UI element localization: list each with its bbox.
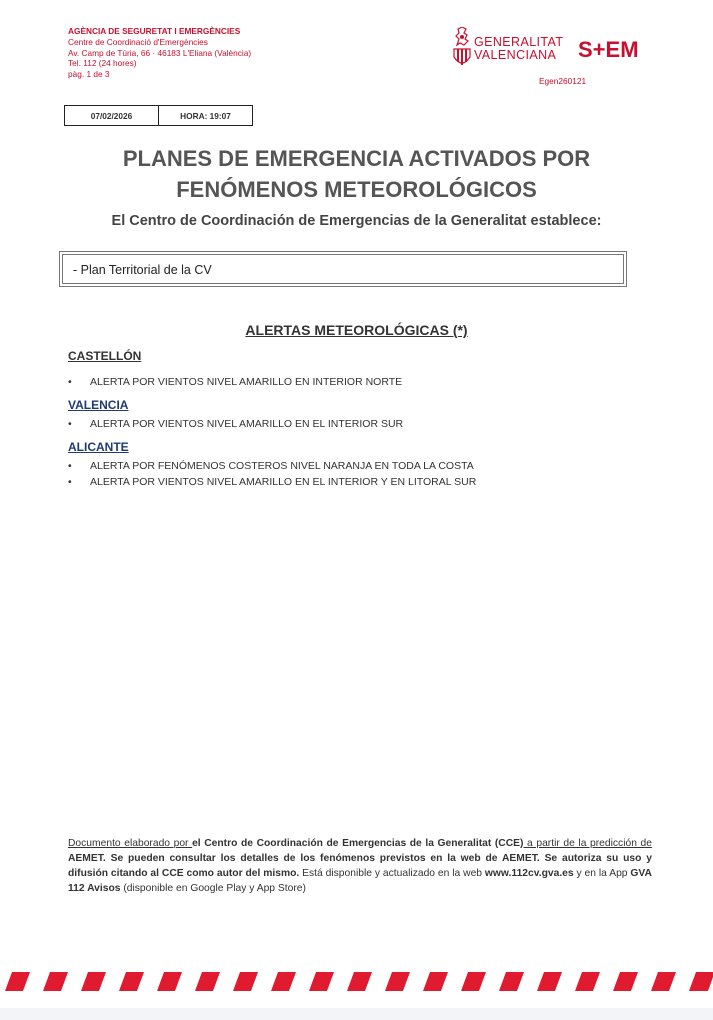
footer-text-bold: el Centro de Coordinación de Emergencias de la Generalitat (CCE) xyxy=(192,838,524,849)
generalitat-lion-icon xyxy=(452,27,472,71)
alert-item xyxy=(68,376,402,388)
bullet-dot: • xyxy=(68,476,72,488)
generalitat-logo-text xyxy=(474,36,563,61)
page-title xyxy=(0,143,713,205)
agency-address: Av. Camp de Túria, 66 · 46183 L'Eliana (València) xyxy=(68,47,252,58)
footer-web-link[interactable]: www.112cv.gva.es xyxy=(484,868,574,879)
footer-text: a partir de la predicción de xyxy=(523,838,652,849)
province-valencia: VALENCIA xyxy=(68,398,129,412)
logo-line1: GENERALITAT xyxy=(474,35,564,49)
date-cell: 07/02/2026 xyxy=(65,106,159,125)
date-time-box xyxy=(64,105,253,126)
alert-item xyxy=(68,476,476,488)
agency-name: AGÈNCIA DE SEGURETAT I EMERGÈNCIES xyxy=(68,26,241,36)
alert-text: ALERTA POR VIENTOS NIVEL AMARILLO EN INTERIOR NORTE xyxy=(90,376,403,388)
page-number: pàg. 1 de 3 xyxy=(68,69,110,80)
footer-note xyxy=(68,836,652,896)
footer-text-bold: AEMET. Se pueden consultar los detalles de los fenómenos previstos en la web de AEMET. Se autoriza su uso y difusión citando al CCE como autor del mismo. xyxy=(68,853,652,879)
footer-text: (disponible en Google Play y App Store) xyxy=(120,883,306,894)
footer-text: y en la App xyxy=(573,868,631,879)
sem-logo: S+EM xyxy=(578,37,639,62)
agency-center: Centre de Coordinació d'Emergències xyxy=(68,36,208,47)
alert-text: ALERTA POR FENÓMENOS COSTEROS NIVEL NARANJA EN TODA LA COSTA xyxy=(90,460,474,472)
alert-item xyxy=(68,418,403,430)
alert-item xyxy=(68,460,474,472)
decorative-stripes xyxy=(0,972,713,991)
alert-text: ALERTA POR VIENTOS NIVEL AMARILLO EN EL INTERIOR SUR xyxy=(90,418,404,430)
footer-app-name: GVA 112 Avisos xyxy=(68,868,652,894)
title-line1: PLANES DE EMERGENCIA ACTIVADOS POR xyxy=(122,146,591,171)
agency-header xyxy=(68,26,251,80)
footer-text: Está disponible y actualizado en la web xyxy=(299,868,485,879)
title-line2: FENÓMENOS METEOROLÓGICOS xyxy=(176,177,537,202)
bullet-dot: • xyxy=(68,418,72,430)
province-alicante: ALICANTE xyxy=(68,440,129,454)
time-cell: HORA: 19:07 xyxy=(180,110,231,121)
bullet-dot: • xyxy=(68,376,72,388)
bullet-dot: • xyxy=(68,460,72,472)
alerts-title: ALERTAS METEOROLÓGICAS (*) xyxy=(245,322,468,338)
page-subtitle: El Centro de Coordinación de Emergencias de la Generalitat establece: xyxy=(111,213,602,229)
footer-text: Documento elaborado por xyxy=(68,838,193,849)
agency-phone: Tel. 112 (24 hores) xyxy=(68,58,137,69)
generalitat-logo xyxy=(452,27,562,71)
logo-line2: VALENCIANA xyxy=(474,47,557,62)
document-code: Egen260121 xyxy=(539,76,587,86)
bottom-band xyxy=(0,1008,713,1020)
plans-box xyxy=(59,251,627,287)
plan-item: - Plan Territorial de la CV xyxy=(62,254,624,284)
province-castellon: CASTELLÓN xyxy=(68,349,142,363)
alert-text: ALERTA POR VIENTOS NIVEL AMARILLO EN EL INTERIOR Y EN LITORAL SUR xyxy=(90,476,477,488)
